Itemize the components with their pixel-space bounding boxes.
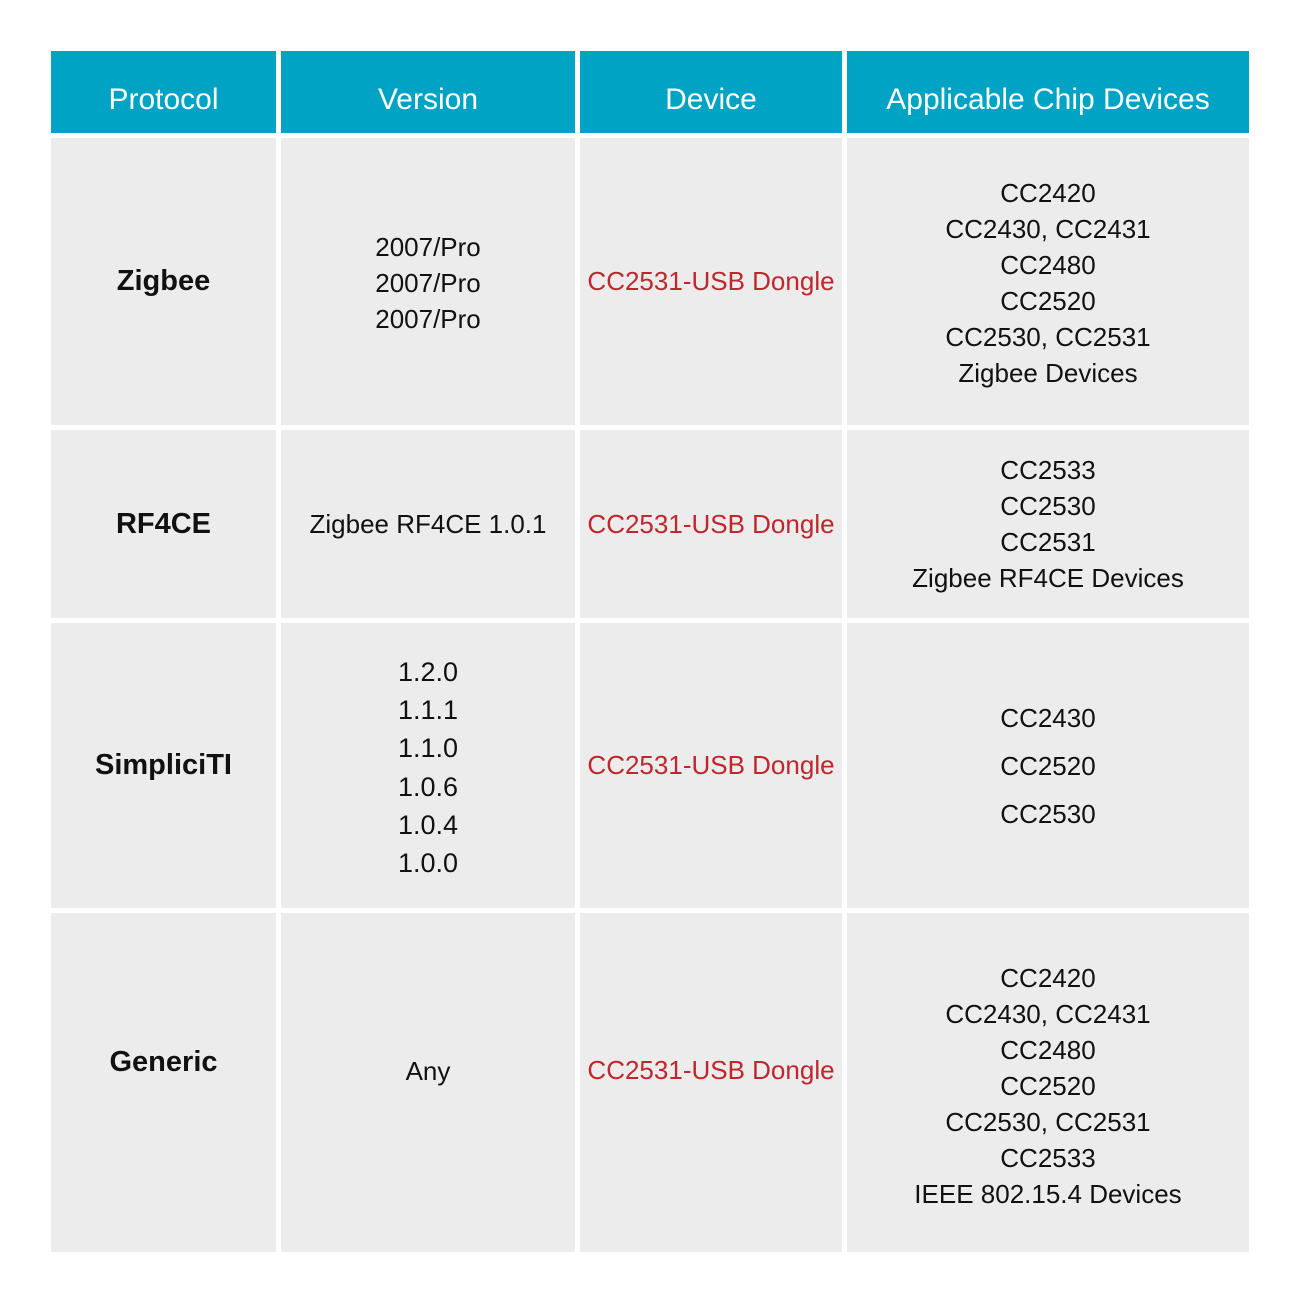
chip-item: CC2520 (1000, 1070, 1096, 1101)
cell-chips-zigbee (847, 138, 1249, 425)
cell-version-generic (281, 913, 575, 1252)
cell-protocol-generic (51, 913, 276, 1252)
chip-item: CC2520 (1000, 750, 1096, 781)
chip-item: CC2420 (1000, 177, 1096, 208)
chip-item: CC2530, CC2531 (945, 1106, 1151, 1137)
version-item: 2007/Pro (375, 267, 481, 298)
cell-protocol-rf4ce (51, 430, 276, 618)
chip-item: IEEE 802.15.4 Devices (914, 1178, 1182, 1209)
chip-item: CC2533 (1000, 455, 1096, 485)
version-item: 2007/Pro (375, 303, 481, 334)
cell-chips-simpliciti (847, 623, 1249, 908)
chip-item: CC2430, CC2431 (945, 213, 1151, 244)
cell-device-simpliciti (580, 623, 842, 908)
protocol-name: RF4CE (115, 507, 212, 540)
version-item: 1.0.6 (397, 771, 459, 802)
cell-version-rf4ce (281, 430, 575, 618)
version-item: 2007/Pro (375, 231, 481, 262)
cell-protocol-simpliciti (51, 623, 276, 908)
chip-item: CC2430, CC2431 (945, 998, 1151, 1029)
cell-chips-rf4ce (847, 430, 1249, 618)
device-name: CC2531-USB Dongle (587, 508, 835, 539)
version-item: Zigbee RF4CE 1.0.1 (309, 509, 547, 539)
header-device: Device (580, 51, 842, 133)
chip-item: CC2531 (1000, 527, 1096, 557)
cell-version-simpliciti (281, 623, 575, 908)
chip-item: CC2520 (1000, 285, 1096, 316)
device-name: CC2531-USB Dongle (587, 750, 835, 780)
header-protocol: Protocol (51, 51, 276, 133)
chip-item: CC2530 (1000, 491, 1096, 521)
header-version: Version (281, 51, 575, 133)
version-item: 1.0.4 (397, 809, 459, 840)
compatibility-table (51, 51, 1249, 1252)
chip-item: CC2530 (1000, 798, 1096, 829)
chip-item: CC2420 (1000, 962, 1096, 993)
version-item: Any (405, 1055, 451, 1086)
chip-item: CC2530, CC2531 (945, 321, 1151, 352)
device-name: CC2531-USB Dongle (587, 266, 835, 296)
cell-chips-generic (847, 913, 1249, 1252)
header-chips: Applicable Chip Devices (847, 51, 1249, 133)
version-item: 1.0.0 (397, 848, 459, 879)
version-item: 1.2.0 (397, 656, 459, 687)
cell-protocol-zigbee (51, 138, 276, 425)
cell-version-zigbee (281, 138, 575, 425)
device-name: CC2531-USB Dongle (587, 1055, 835, 1085)
cell-device-rf4ce (580, 430, 842, 618)
cell-device-zigbee (580, 138, 842, 425)
version-item: 1.1.0 (397, 733, 459, 764)
chip-item: CC2430 (1000, 702, 1096, 733)
cell-device-generic (580, 913, 842, 1252)
chip-item: Zigbee Devices (958, 357, 1138, 388)
chip-item: Zigbee RF4CE Devices (912, 563, 1184, 593)
chip-item: CC2480 (1000, 1034, 1096, 1065)
version-item: 1.1.1 (397, 694, 459, 725)
chip-item: CC2480 (1000, 249, 1096, 280)
protocol-name: Generic (109, 1046, 218, 1078)
protocol-name: Zigbee (116, 265, 211, 297)
chip-item: CC2533 (1000, 1142, 1096, 1173)
protocol-name: SimpliciTI (95, 749, 232, 781)
